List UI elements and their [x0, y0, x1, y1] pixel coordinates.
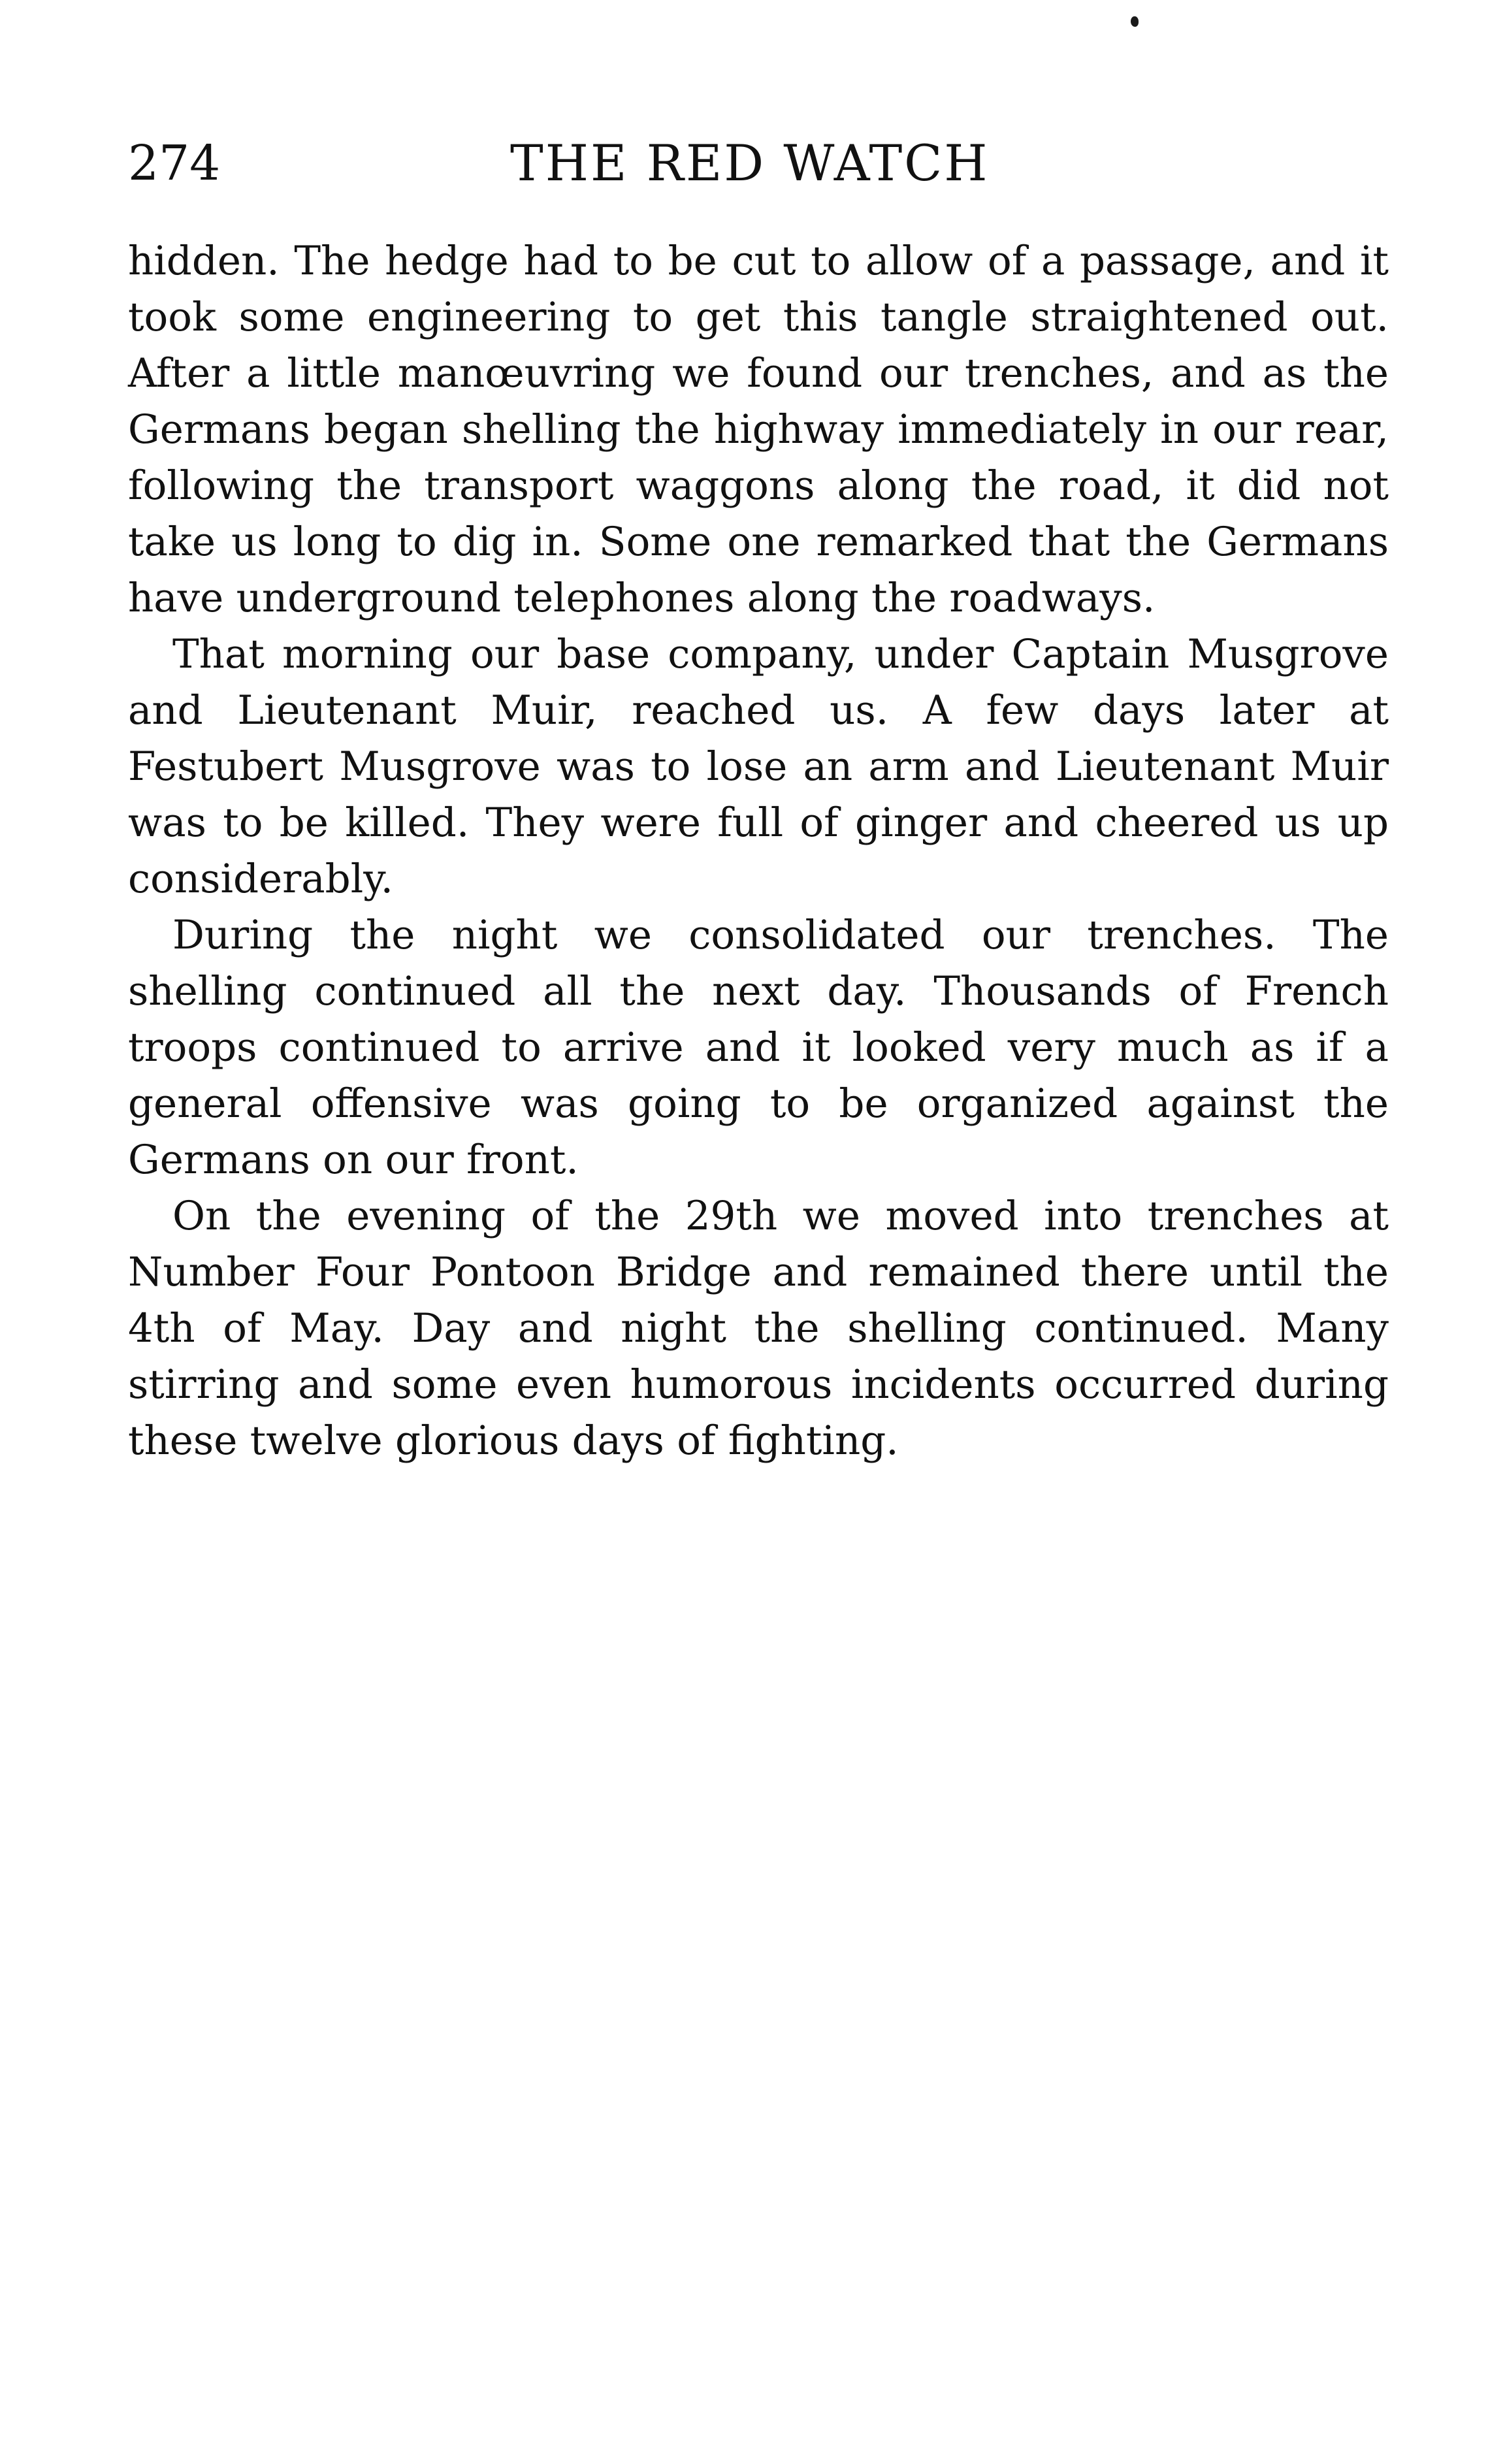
paragraph-2: That morning our base company, under Captain Musgrove and Lieutenant Muir, reached us. A few days later at Festubert Musgrove was to lose an arm and Lieutenant Muir was to be killed. They were full of ginger and cheered us up considerably.	[128, 631, 1389, 902]
paragraph-3: During the night we consolidated our trenches. The shelling continued all the next day. Thousands of French troops continued to arrive and it looked very much as if a general offensive was going to be organized against the Germans on our front.	[128, 912, 1389, 1183]
body-text	[128, 233, 1389, 1469]
page-number: 274	[128, 135, 221, 191]
paragraph-1: hidden. The hedge had to be cut to allow of a passage, and it took some engineering to get this tangle straightened out. After a little manœuvring we found our trenches, and as the Germans began shelling the highway immediately in our rear, following the transport waggons along the road, it did not take us long to dig in. Some one remarked that the Germans have underground telephones along the roadways.	[128, 238, 1389, 621]
ink-speck	[1131, 16, 1139, 27]
running-title: THE RED WATCH	[510, 134, 990, 192]
paragraph-4: On the evening of the 29th we moved into trenches at Number Four Pontoon Bridge and remained there until the 4th of May. Day and night the shelling continued. Many stirring and some even humorous incidents occurred during these twelve glorious days of fighting.	[128, 1193, 1389, 1464]
running-head	[128, 131, 1402, 196]
